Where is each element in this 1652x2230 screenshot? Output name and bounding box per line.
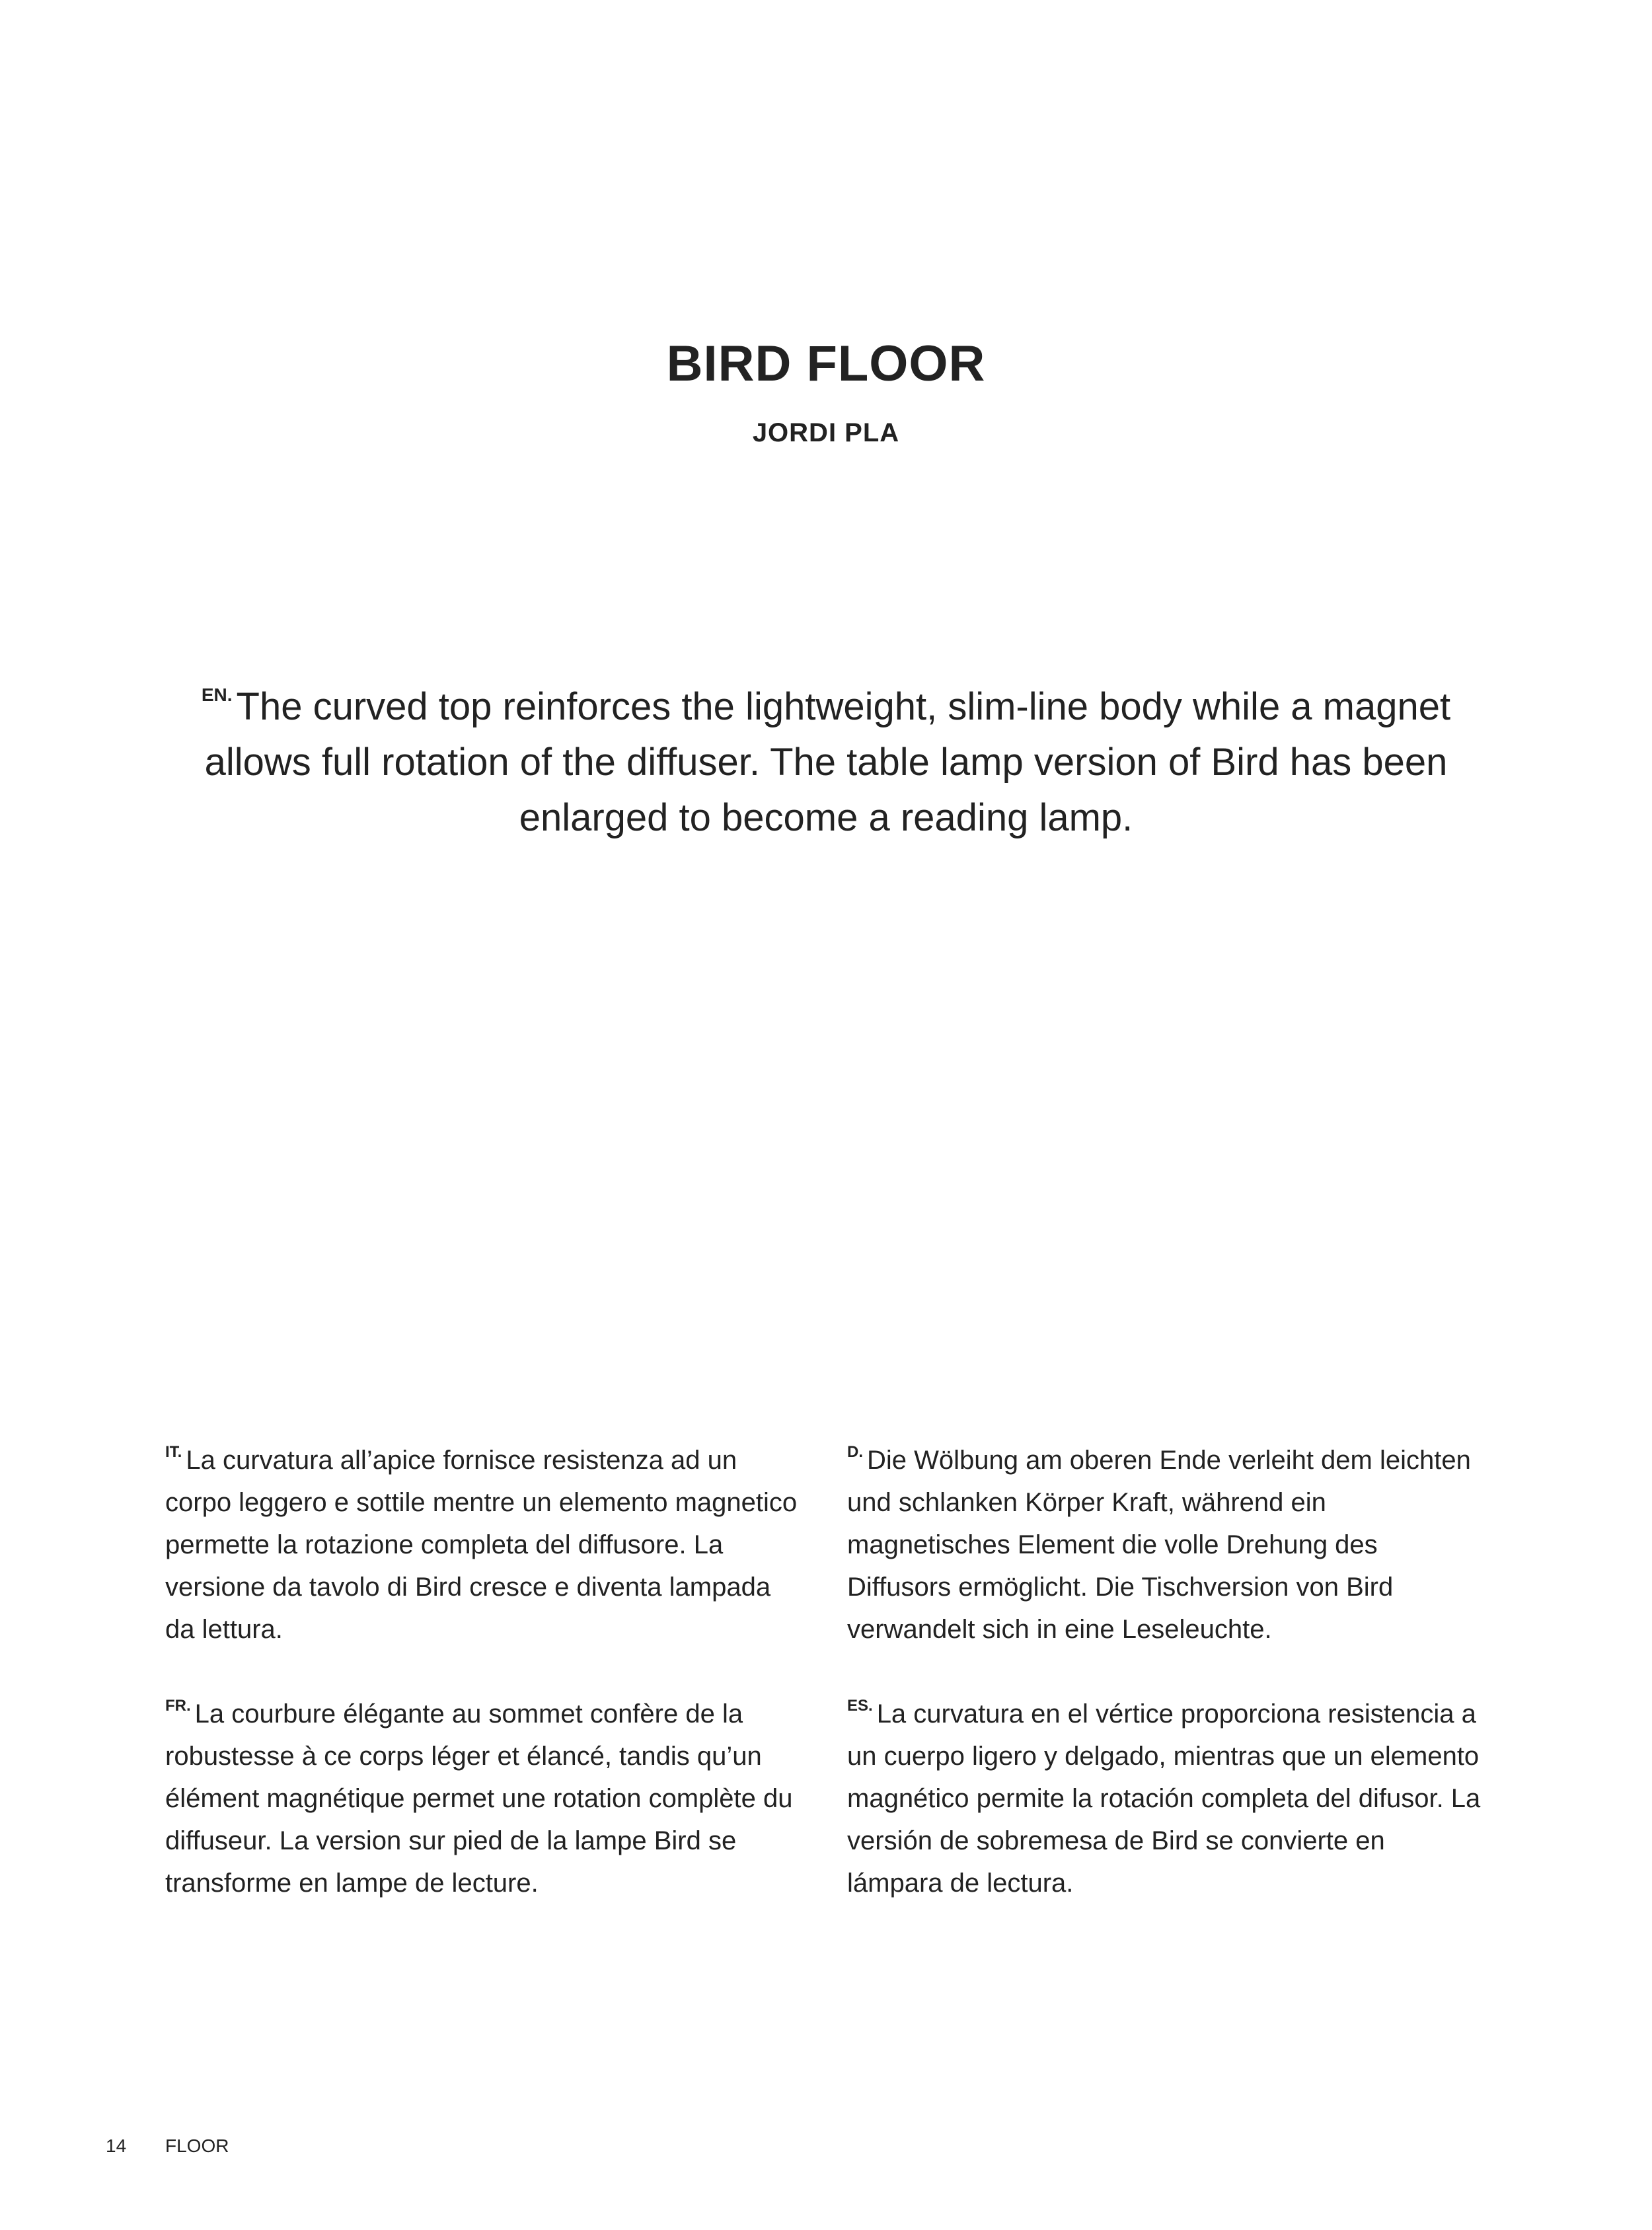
language-tag-it: IT. — [165, 1443, 182, 1461]
language-tag-en: EN. — [201, 685, 233, 705]
paragraph-fr-text: La courbure élégante au sommet confère de la robustesse à ce corps léger et élancé, tandis qu’un élément magnétique permet une rotation complète du diffuseur. La version sur pied de la lampe Bird se transforme en lampe de lecture. — [165, 1699, 793, 1898]
paragraph-es — [847, 1685, 1482, 1904]
language-tag-fr: FR. — [165, 1697, 191, 1715]
page-footer — [106, 2134, 229, 2158]
intro-paragraph-en — [165, 667, 1487, 846]
intro-text: The curved top reinforces the lightweight, slim-line body while a magnet allows full rotation of the diffuser. The table lamp version of Bird has been enlarged to become a reading lamp. — [204, 685, 1451, 839]
section-label: FLOOR — [165, 2136, 229, 2156]
paragraph-it-text: La curvatura all’apice fornisce resistenza ad un corpo leggero e sottile mentre un elemento magnetico permette la rotazione completa del diffusore. La versione da tavolo di Bird cresce e diventa lampada da lettura. — [165, 1446, 798, 1644]
page-title: BIRD FLOOR — [666, 336, 986, 392]
designer-name: JORDI PLA — [752, 418, 900, 447]
paragraph-es-text: La curvatura en el vértice proporciona resistencia a un cuerpo ligero y delgado, mientras que un elemento magnético permite la rotación completa del difusor. La versión de sobremesa de Bird se convierte en lámpara de lectura. — [847, 1699, 1481, 1898]
language-tag-de: D. — [847, 1443, 863, 1461]
paragraph-it — [165, 1431, 800, 1651]
paragraph-de — [847, 1431, 1482, 1651]
page-number: 14 — [106, 2136, 127, 2156]
language-tag-es: ES. — [847, 1697, 873, 1715]
paragraph-de-text: Die Wölbung am oberen Ende verleiht dem leichten und schlanken Körper Kraft, während ein magnetisches Element die volle Drehung des Diffusors ermöglicht. Die Tischversion von Bird verwandelt sich in eine Leseleuchte. — [847, 1446, 1471, 1644]
paragraph-fr — [165, 1685, 800, 1904]
